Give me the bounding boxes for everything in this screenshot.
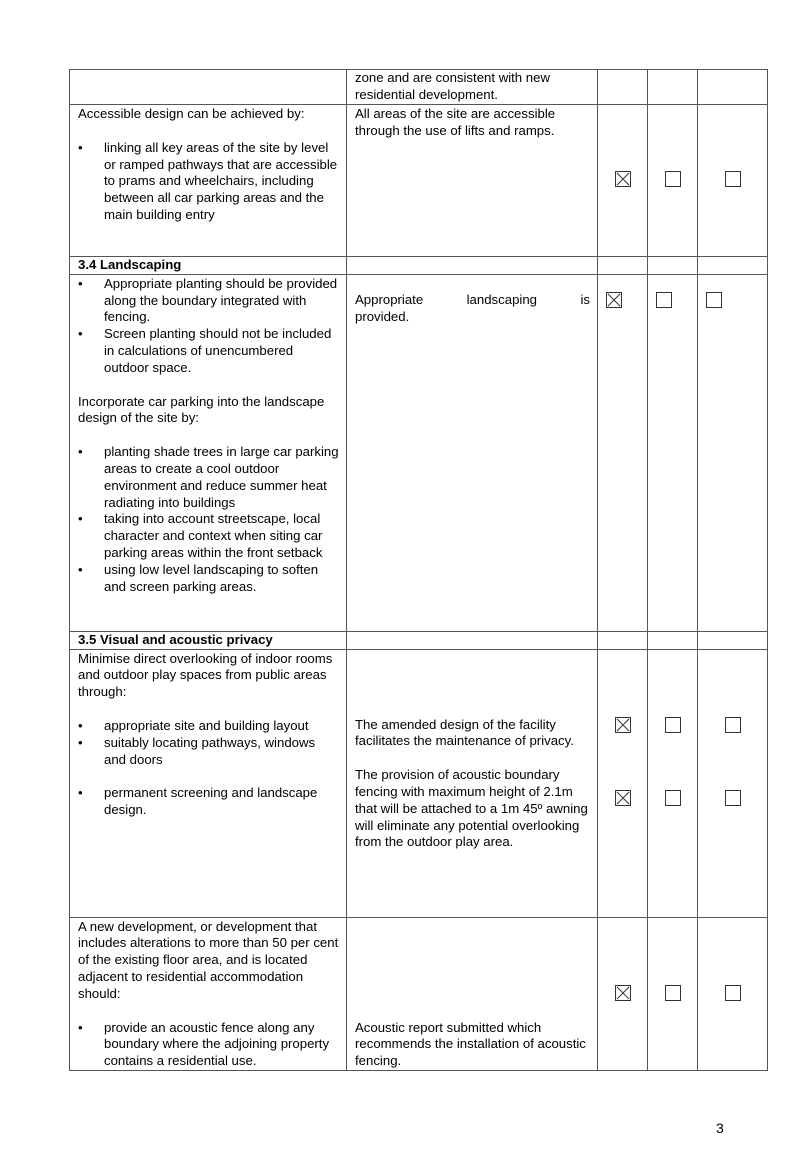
checkbox xyxy=(706,292,722,308)
list-item: • provide an acoustic fence along any boundary where the adjoining property contains a residential use. xyxy=(78,1020,339,1070)
check-cell xyxy=(648,70,698,105)
requirement-text: A new development, or development that includes alterations to more than 50 per cent of the existing floor area, and is located adjacent to residential accommodation should: xyxy=(78,918,339,1001)
checkbox xyxy=(725,717,741,733)
section-heading: 3.4 Landscaping xyxy=(70,257,347,275)
requirement-cell xyxy=(70,70,347,105)
list-item: • taking into account streetscape, local character and context when siting car parking areas within the front setback xyxy=(78,511,339,561)
list-item: • Appropriate planting should be provided along the boundary integrated with fencing. xyxy=(78,276,339,326)
list-item: • suitably locating pathways, windows and doors xyxy=(78,735,339,769)
requirement-list xyxy=(78,1020,339,1070)
check-cell xyxy=(648,105,698,257)
check-cell xyxy=(598,105,648,257)
checkbox xyxy=(725,790,741,806)
response-cell xyxy=(347,105,598,257)
requirement-list xyxy=(78,140,339,224)
requirement-list xyxy=(78,276,339,377)
list-item: • using low level landscaping to soften and screen parking areas. xyxy=(78,562,339,596)
list-item: • Screen planting should not be included in calculations of unencumbered outdoor space. xyxy=(78,326,339,376)
response-text: zone and are consistent with new residential development. xyxy=(355,70,550,102)
section-header-row xyxy=(70,257,768,275)
table-row xyxy=(70,274,768,631)
requirement-cell xyxy=(70,917,347,1070)
list-item: • permanent screening and landscape design. xyxy=(78,785,339,819)
empty-cell xyxy=(648,631,698,649)
checkbox-checked xyxy=(606,292,622,308)
empty-cell xyxy=(698,631,768,649)
checkbox-checked xyxy=(615,790,631,806)
response-text: provided. xyxy=(355,308,410,324)
checkbox xyxy=(725,985,741,1001)
compliance-table xyxy=(69,69,768,1071)
response-text xyxy=(355,292,590,309)
list-item: • linking all key areas of the site by level or ramped pathways that are accessible to prams and wheelchairs, including between all car parking areas and the main building entry xyxy=(78,140,339,224)
response-cell xyxy=(347,649,598,917)
empty-cell xyxy=(698,257,768,275)
requirement-cell xyxy=(70,105,347,257)
response-text: The amended design of the facility facilitates the maintenance of privacy. xyxy=(355,716,574,749)
checkbox xyxy=(665,717,681,733)
requirement-list xyxy=(78,785,339,819)
response-cell xyxy=(347,917,598,1070)
check-cell xyxy=(698,70,768,105)
page-number: 3 xyxy=(716,1120,724,1136)
check-cell xyxy=(598,274,648,631)
check-cell xyxy=(648,917,698,1070)
checkbox-checked xyxy=(615,717,631,733)
response-text: All areas of the site are accessible through the use of lifts and ramps. xyxy=(355,106,556,138)
checkbox xyxy=(725,171,741,187)
requirement-cell xyxy=(70,649,347,917)
table-row xyxy=(70,70,768,105)
checkbox xyxy=(656,292,672,308)
requirement-text: Accessible design can be achieved by: xyxy=(78,106,305,121)
response-text: Acoustic report submitted which recommends the installation of acoustic fencing. xyxy=(355,1019,586,1069)
check-cell xyxy=(598,917,648,1070)
empty-cell xyxy=(598,631,648,649)
requirement-text: Incorporate car parking into the landscape design of the site by: xyxy=(78,393,325,426)
requirement-list xyxy=(78,444,339,595)
list-item: • planting shade trees in large car parking areas to create a cool outdoor environment and reduce summer heat radiating into buildings xyxy=(78,444,339,511)
requirement-text: Minimise direct overlooking of indoor rooms and outdoor play spaces from public areas through: xyxy=(78,650,333,700)
section-header-row xyxy=(70,631,768,649)
empty-cell xyxy=(598,257,648,275)
checkbox-checked xyxy=(615,171,631,187)
table-row xyxy=(70,917,768,1070)
response-cell xyxy=(347,70,598,105)
check-cell xyxy=(698,105,768,257)
check-cell xyxy=(698,649,768,917)
requirement-list xyxy=(78,718,339,768)
requirement-cell xyxy=(70,274,347,631)
checkbox xyxy=(665,985,681,1001)
response-word: Appropriate xyxy=(355,291,424,307)
response-cell xyxy=(347,274,598,631)
checkbox xyxy=(665,790,681,806)
response-text: The provision of acoustic boundary fencing with maximum height of 2.1m that will be attached to a 1m 45º awning will eliminate any potential overlooking from the outdoor play area. xyxy=(355,767,588,850)
check-cell xyxy=(598,649,648,917)
checkbox-checked xyxy=(615,985,631,1001)
response-word: landscaping xyxy=(466,291,538,307)
list-item: • appropriate site and building layout xyxy=(78,718,339,735)
empty-cell xyxy=(347,257,598,275)
response-word: is xyxy=(580,291,590,307)
empty-cell xyxy=(347,631,598,649)
check-cell xyxy=(698,917,768,1070)
check-cell xyxy=(698,274,768,631)
section-heading: 3.5 Visual and acoustic privacy xyxy=(70,631,347,649)
checkbox xyxy=(665,171,681,187)
check-cell xyxy=(648,274,698,631)
check-cell xyxy=(648,649,698,917)
table-row xyxy=(70,105,768,257)
table-row xyxy=(70,649,768,917)
empty-cell xyxy=(648,257,698,275)
check-cell xyxy=(598,70,648,105)
